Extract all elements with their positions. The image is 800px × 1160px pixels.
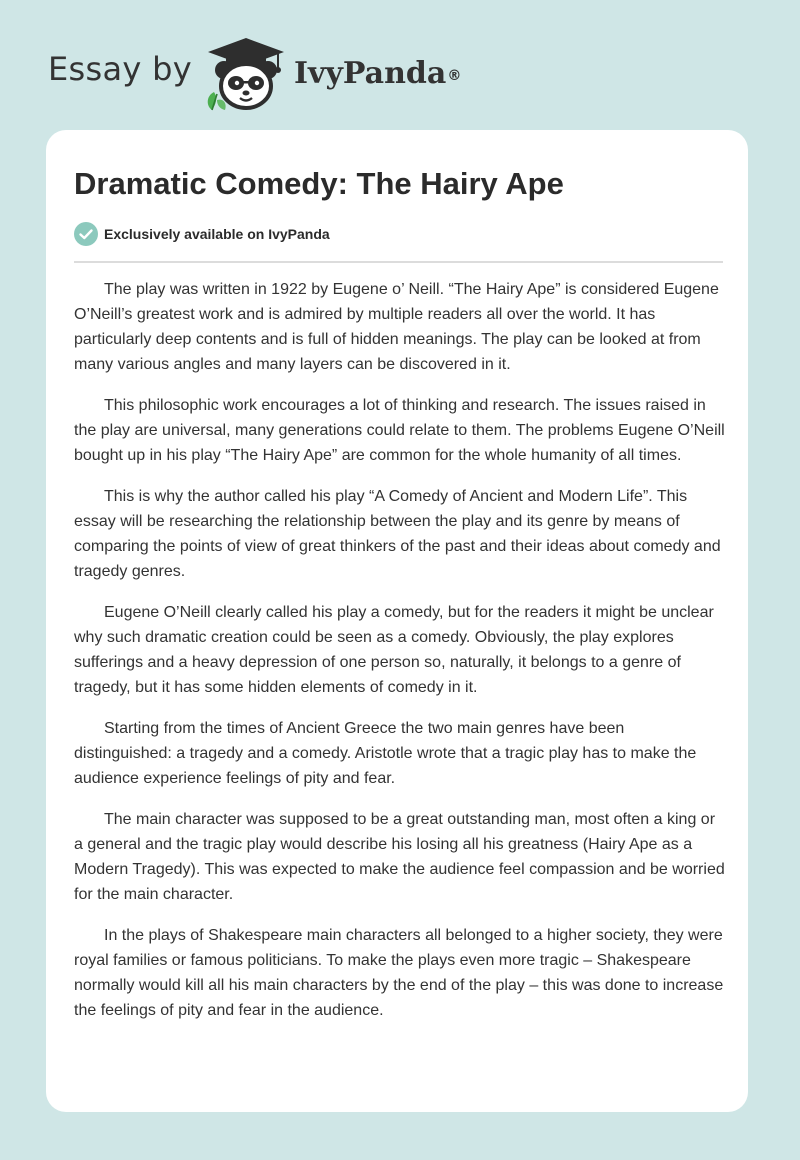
paragraph: This philosophic work encourages a lot of thinking and research. The issues raised in the play are universal, many generations could relate to them. The problems Eugene O’Neill bought up in his play “The Hairy Ape” are common for the whole humanity of all times.	[74, 397, 725, 464]
badge-text: Exclusively available on IvyPanda	[104, 226, 330, 242]
paragraph: Starting from the times of Ancient Greece the two main genres have been distinguished: a tragedy and a comedy. Aristotle wrote that a tragic play has to make the audience experience feelings of pity and fear.	[74, 720, 697, 787]
site-header	[0, 0, 800, 130]
panda-graduate-icon	[200, 34, 292, 112]
paragraph: This is why the author called his play “A Comedy of Ancient and Modern Life”. This essay will be researching the relationship between the play and its genre by means of comparing the points of view of great thinkers of the past and their ideas about comedy and tragedy genres.	[74, 488, 721, 580]
paragraph: The main character was supposed to be a great outstanding man, most often a king or a general and the tragic play would describe his losing all his greatness (Hairy Ape as a Modern Tragedy). This was expected to make the audience feel compassion and be worried for the main character.	[74, 811, 725, 903]
check-circle-icon	[74, 222, 98, 246]
brand-prefix: Essay by	[48, 50, 192, 88]
registered-mark: ®	[447, 68, 462, 84]
article-body	[74, 277, 726, 1039]
paragraph: In the plays of Shakespeare main characters all belonged to a higher society, they were royal families or famous politicians. To make the plays even more tragic – Shakespeare normally would kill all his main characters by the end of the play – this was done to increase the feelings of pity and fear in the audience.	[74, 927, 724, 1019]
article-card	[46, 130, 748, 1112]
paragraph: Eugene O’Neill clearly called his play a comedy, but for the readers it might be unclear why such dramatic creation could be seen as a comedy. Obviously, the play explores sufferings and a heavy depression of one person so, naturally, it belongs to a genre of tragedy, but it has some hidden elements of comedy in it.	[74, 604, 714, 696]
article-title: Dramatic Comedy: The Hairy Ape	[74, 166, 564, 201]
paragraph: The play was written in 1922 by Eugene o’ Neill. “The Hairy Ape” is considered Eugene O’Neill’s greatest work and is admired by multiple readers all over the world. It has particularly deep contents and is full of hidden meanings. The play can be looked at from many various angles and many layers can be discovered in it.	[74, 281, 719, 373]
title-divider	[74, 261, 723, 263]
exclusive-badge	[74, 222, 330, 246]
brand-name: IvyPanda®	[294, 56, 462, 91]
